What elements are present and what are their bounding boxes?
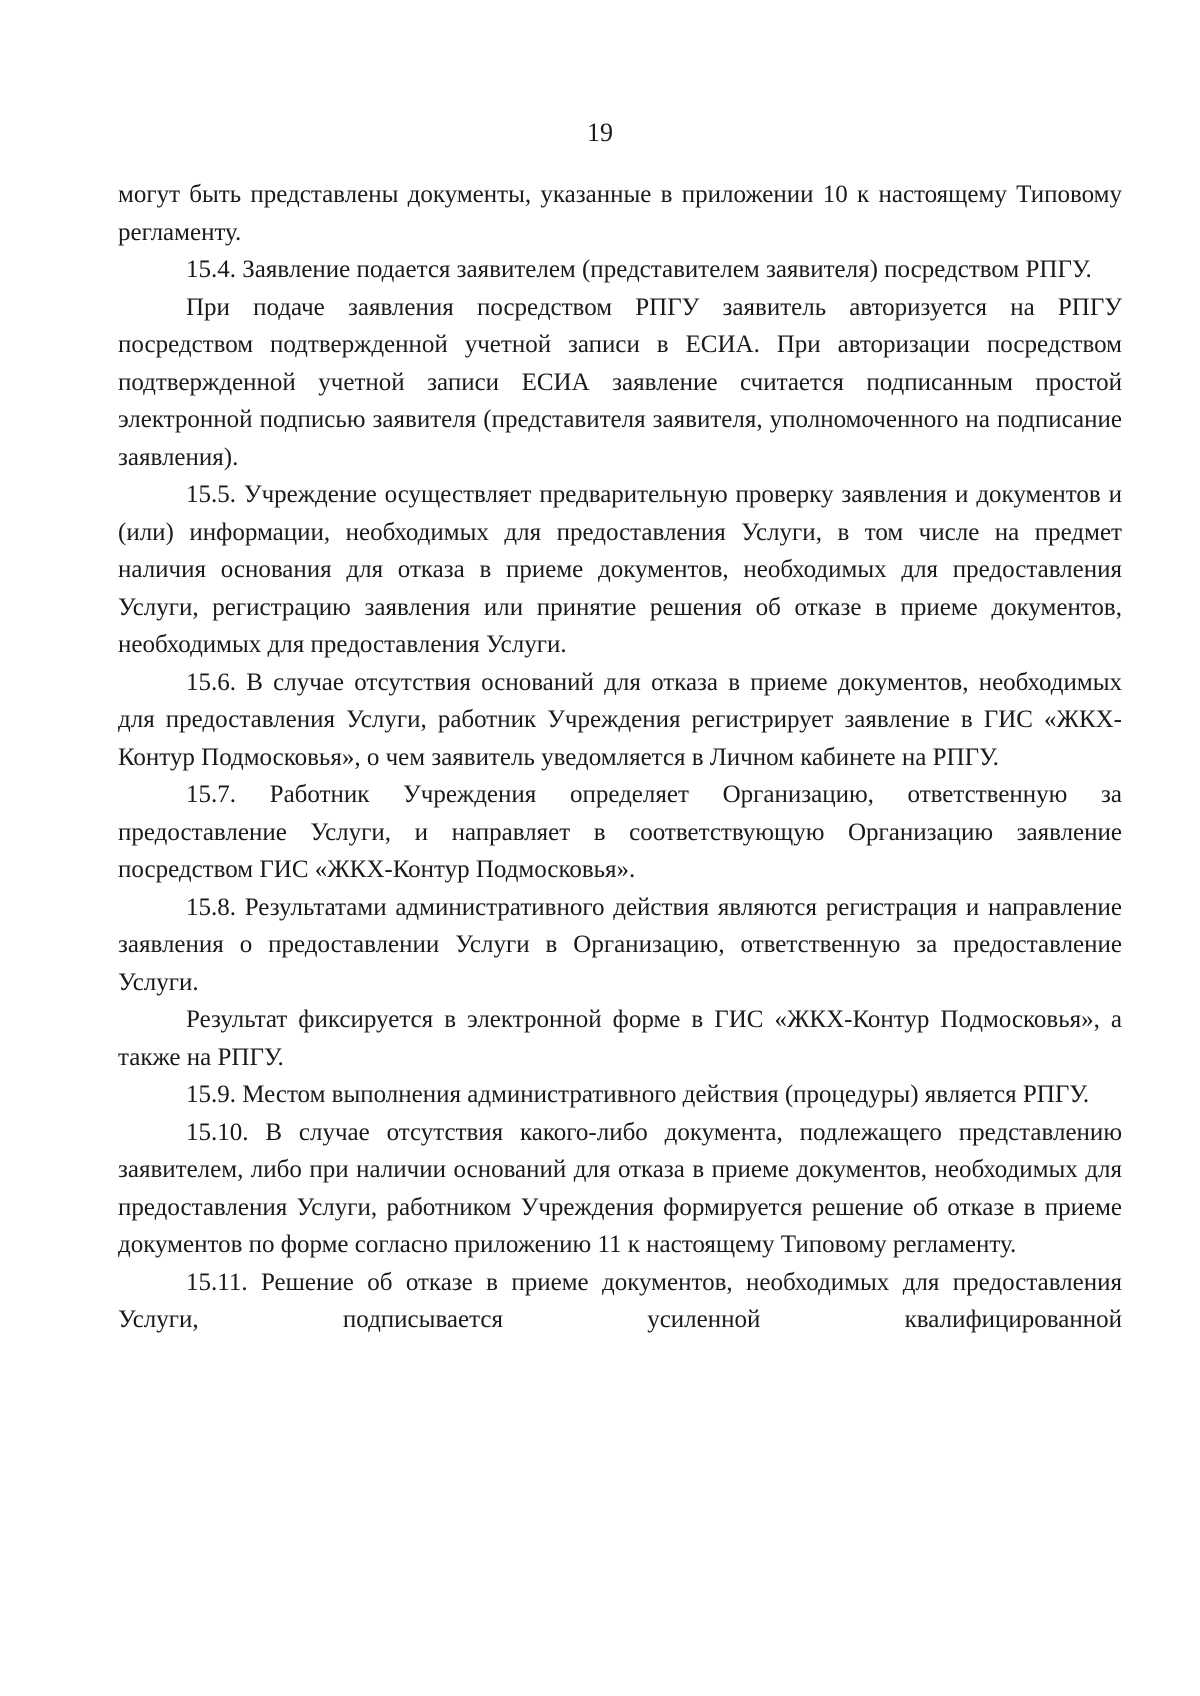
paragraph-15-8: 15.8. Результатами административного действия являются регистрация и направление заявления о предоставлении Услуги в Организацию, ответственную за предоставление Услуги. bbox=[118, 893, 1122, 996]
paragraph-result: Результат фиксируется в электронной форме в ГИС «ЖКХ-Контур Подмосковья», а также на РПГУ. bbox=[118, 1006, 1122, 1071]
paragraph-15-9: 15.9. Местом выполнения административного действия (процедуры) является РПГУ. bbox=[186, 1081, 1090, 1108]
body-text bbox=[118, 176, 1122, 1339]
paragraph-15-7: 15.7. Работник Учреждения определяет Организацию, ответственную за предоставление Услуги, и направляет в соответствующую Организацию заявление посредством ГИС «ЖКХ-Контур Подмосковья». bbox=[118, 781, 1122, 883]
paragraph-15-6: 15.6. В случае отсутствия оснований для отказа в приеме документов, необходимых для предоставления Услуги, работник Учреждения регистрирует заявление в ГИС «ЖКХ-Контур Подмосковья», о чем заявитель уведомляется в Личном кабинете на РПГУ. bbox=[118, 668, 1122, 771]
page-number: 19 bbox=[587, 118, 613, 147]
paragraph-15-5: 15.5. Учреждение осуществляет предварительную проверку заявления и документов и (или) информации, необходимых для предоставления Услуги, в том числе на предмет наличия основания для отказа в приеме документов, необходимых для предоставления Услуги, регистрацию заявления или принятие решения об отказе в приеме документов, необходимых для предоставления Услуги. bbox=[118, 481, 1122, 658]
paragraph-15-4: 15.4. Заявление подается заявителем (представителем заявителя) посредством РПГУ. bbox=[186, 256, 1092, 283]
paragraph-authorization: При подаче заявления посредством РПГУ заявитель авторизуется на РПГУ посредством подтвержденной учетной записи в ЕСИА. При авторизации посредством подтвержденной учетной записи ЕСИА заявление считается подписанным простой электронной подписью заявителя (представителя заявителя, уполномоченного на подписание заявления). bbox=[118, 293, 1122, 471]
paragraph-15-11: 15.11. Решение об отказе в приеме документов, необходимых для предоставления Услуги, подписывается усиленной квалифицированной bbox=[118, 1268, 1122, 1333]
paragraph-15-10: 15.10. В случае отсутствия какого-либо документа, подлежащего представлению заявителем, либо при наличии оснований для отказа в приеме документов, необходимых для предоставления Услуги, работником Учреждения формируется решение об отказе в приеме документов по форме согласно приложению 11 к настоящему Типовому регламенту. bbox=[118, 1118, 1122, 1258]
paragraph-continuation: могут быть представлены документы, указанные в приложении 10 к настоящему Типовому регламенту. bbox=[118, 181, 1122, 246]
